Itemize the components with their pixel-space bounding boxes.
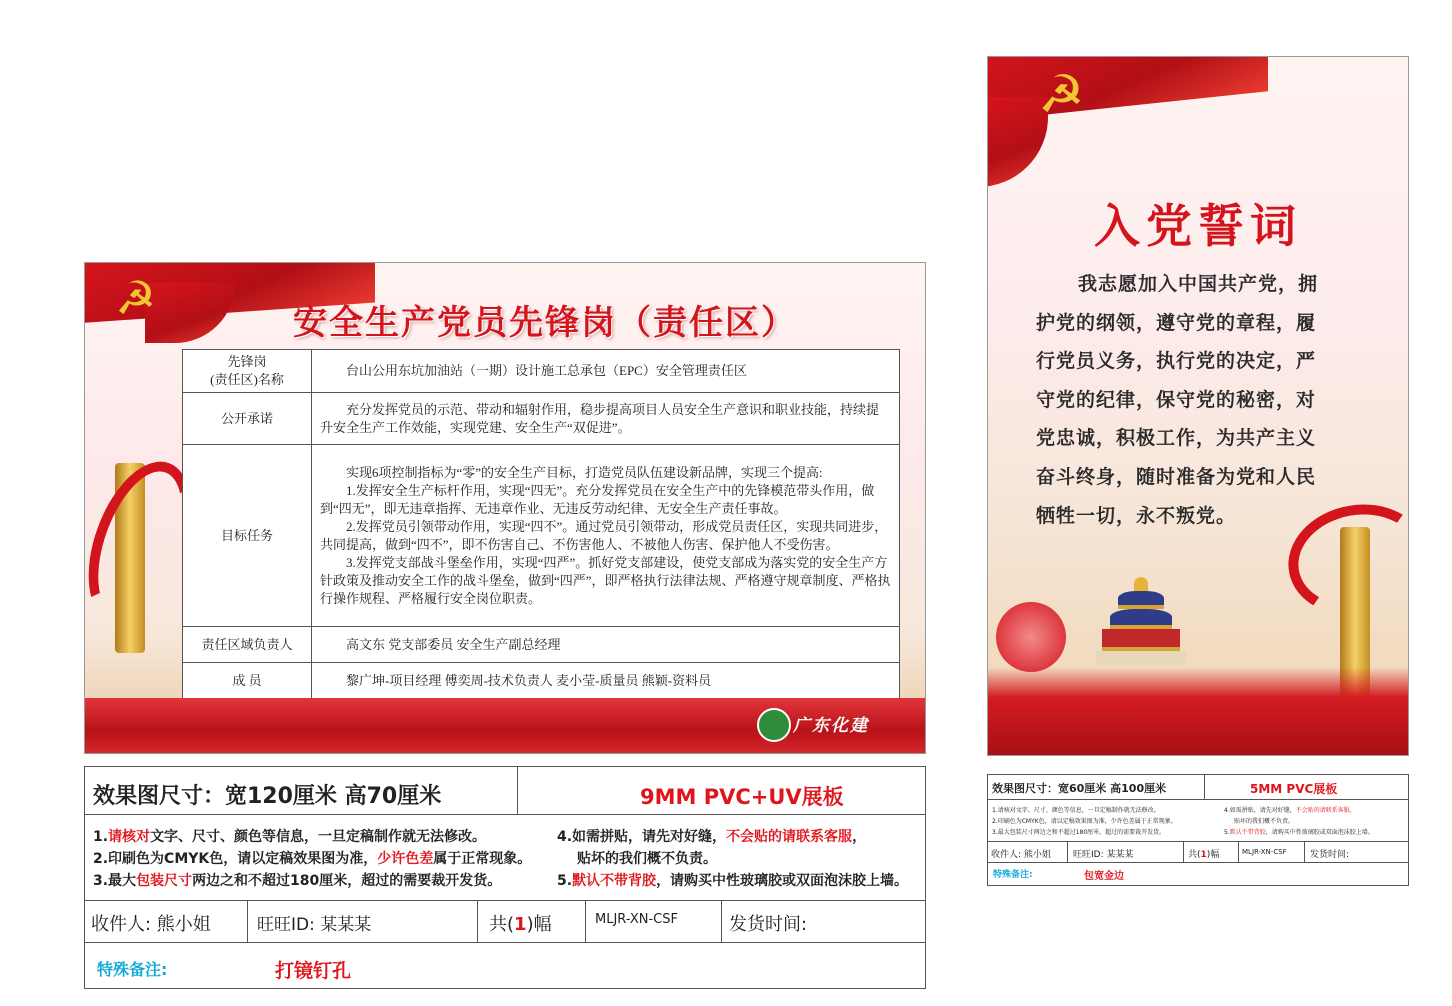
row-label: 责任区域负责人 — [183, 627, 312, 663]
note-4-cont: 贴坏的我们概不负责。 — [1234, 818, 1295, 825]
wangwang-id-field: 旺旺ID: 某某某 — [1073, 850, 1134, 860]
left-poster — [84, 262, 926, 754]
temple-of-heaven-icon — [1096, 577, 1186, 667]
product-code: MLJR-XN-CSF — [1242, 848, 1287, 856]
oath-title: 入党誓词 — [1094, 199, 1302, 253]
note-2: 2.印刷色为CMYK色，请以定稿效果图为准，少许色差属于正常现象。 — [93, 851, 532, 867]
row-content: 高文东 党支部委员 安全生产副总经理 — [312, 627, 900, 663]
peony-flower-decoration — [996, 602, 1066, 672]
row-label: 公开承诺 — [183, 393, 312, 445]
quantity-field: 共(1)幅 — [489, 914, 552, 935]
note-1: 1.请核对文字、尺寸、颜色等信息，一旦定稿制作就无法修改。 — [992, 807, 1160, 814]
company-logo-text: 广东化建 — [793, 716, 869, 736]
oath-line: 守党的纪律，保守党的秘密，对 — [1036, 388, 1317, 411]
paragraph: 2.发挥党员引领带动作用，实现“四不”。通过党员引领带动，形成党员责任区，实现共同进步，共同提高，做到“四不”，即不伤害自己、不伤害他人、不被他人伤害、保护他人不受伤害。 — [320, 518, 888, 552]
note-2: 2.印刷色为CMYK色，请以定稿效果图为准，少许色差属于正常现象。 — [992, 818, 1177, 825]
paragraph: 3.发挥党支部战斗堡垒作用，实现“四严”。抓好党支部建设，使党支部成为落实党的安全生产方针政策及推动安全工作的战斗堡垒，做到“四严”，即严格执行法律法规、严格遵守规章制度、严格执行操作规程、严格履行安全岗位职责。 — [320, 554, 891, 606]
table-row — [183, 393, 900, 445]
note-4: 4.如需拼贴，请先对好缝，不会贴的请联系客服， — [1224, 807, 1356, 814]
wangwang-id-field: 旺旺ID: 某某某 — [257, 915, 372, 935]
oath-line: 行党员义务，执行党的决定，严 — [1036, 350, 1317, 373]
table-row — [183, 663, 900, 699]
ship-time-field: 发货时间: — [1310, 850, 1350, 860]
quantity-field: 共(1)幅 — [1188, 850, 1220, 860]
note-4-cont: 贴坏的我们概不负责。 — [577, 851, 717, 867]
paragraph: 实现6项控制指标为“零”的安全生产目标，打造党员队伍建设新品牌，实现三个提高: — [346, 464, 823, 480]
material-label: 5MM PVC展板 — [1250, 782, 1338, 796]
oath-line: 牺牲一切，永不叛党。 — [1036, 504, 1237, 527]
paragraph: 1.发挥安全生产标杆作用，实现“四无”。充分发挥党员在安全生产中的先锋模范带头作用，做到“四无”，即无违章指挥、无违章作业、无违反劳动纪律、无安全生产责任事故。 — [320, 482, 875, 516]
order-spec-table-right — [987, 774, 1409, 886]
recipient-field: 收件人: 熊小姐 — [91, 914, 211, 935]
special-note-label: 特殊备注: — [993, 870, 1033, 880]
red-wave-footer — [988, 667, 1408, 755]
row-label: 先锋岗 (责任区)名称 — [183, 350, 312, 393]
note-3: 3.最大包装尺寸两边之和不超过180厘米，超过的需要裁开发货。 — [992, 829, 1166, 836]
oath-line: 我志愿加入中国共产党，拥 — [1078, 273, 1319, 295]
oath-line: 护党的纲领，遵守党的章程，履 — [1036, 311, 1317, 334]
hammer-sickle-icon: ☭ — [1038, 65, 1085, 125]
red-flag-fold — [145, 283, 235, 343]
note-3: 3.最大包装尺寸两边之和不超过180厘米，超过的需要裁开发货。 — [93, 873, 502, 889]
product-code: MLJR-XN-CSF — [595, 912, 678, 927]
material-label: 9MM PVC+UV展板 — [640, 785, 844, 809]
oath-text — [1036, 265, 1366, 535]
row-content — [312, 445, 900, 627]
note-4: 4.如需拼贴，请先对好缝，不会贴的请联系客服， — [557, 829, 867, 845]
table-row — [183, 627, 900, 663]
company-logo-icon — [757, 708, 791, 742]
oath-line: 党忠诚，积极工作，为共产主义 — [1036, 427, 1317, 450]
row-content: 充分发挥党员的示范、带动和辐射作用，稳步提高项目人员安全生产意识和职业技能，持续提升安全生产工作效能，实现党建、安全生产“双促进”。 — [312, 393, 900, 445]
size-label: 效果图尺寸：宽60厘米 高100厘米 — [992, 782, 1167, 795]
poster-title: 安全生产党员先锋岗（责任区） — [293, 303, 797, 343]
special-note-label: 特殊备注: — [97, 960, 168, 979]
note-1: 1.请核对文字、尺寸、颜色等信息，一旦定稿制作就无法修改。 — [93, 829, 487, 845]
special-note-value: 包宽金边 — [1084, 871, 1124, 882]
note-5: 5.默认不带背胶，请购买中性玻璃胶或双面泡沫胶上墙。 — [1224, 829, 1374, 836]
size-label: 效果图尺寸：宽120厘米 高70厘米 — [93, 784, 442, 809]
info-table — [182, 349, 900, 699]
row-content: 台山公用东坑加油站（一期）设计施工总承包（EPC）安全管理责任区 — [312, 350, 900, 393]
table-row — [183, 350, 900, 393]
special-note-value: 打镜钉孔 — [275, 960, 352, 982]
hammer-sickle-icon: ☭ — [115, 271, 157, 325]
ship-time-field: 发货时间: — [729, 914, 808, 935]
recipient-field: 收件人: 熊小姐 — [991, 850, 1051, 860]
note-5: 5.默认不带背胶，请购买中性玻璃胶或双面泡沫胶上墙。 — [557, 873, 909, 889]
row-content: 黎广坤-项目经理 傅奕周-技术负责人 麦小莹-质量员 熊颖-资料员 — [312, 663, 900, 699]
row-label: 目标任务 — [183, 445, 312, 627]
oath-line: 奋斗终身，随时准备为党和人民 — [1036, 465, 1317, 488]
row-label: 成 员 — [183, 663, 312, 699]
right-poster — [987, 56, 1409, 756]
table-row — [183, 445, 900, 627]
order-spec-table-left — [84, 766, 926, 989]
